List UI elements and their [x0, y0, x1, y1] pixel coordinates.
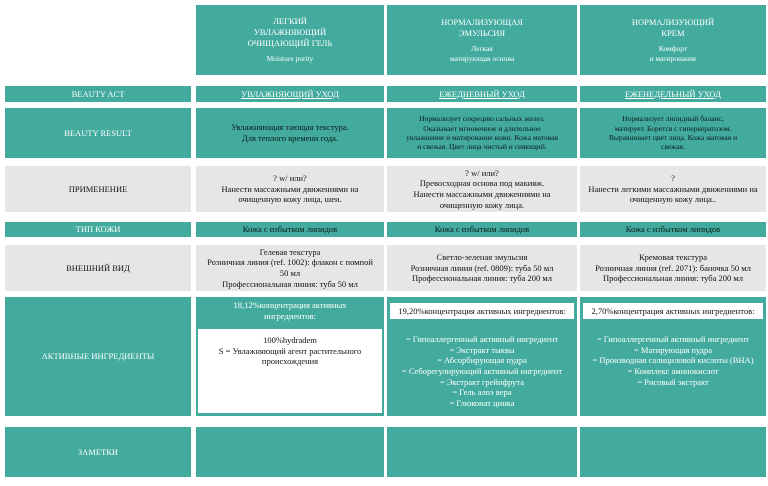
row-label-application: [5, 166, 191, 212]
cell-text: Кожа с избытком липидов: [625, 224, 721, 235]
cell-text: Нормализует липидный баланс, матирует. Борется с гиперкератозом. Выравнивает цвет лица. Кожа матовая и свежая.: [608, 114, 738, 152]
row-label: ВНЕШНИЙ ВИД: [66, 262, 130, 273]
ingredient-item: = Комплекс аминокислот: [627, 365, 719, 376]
application-gel: [196, 166, 384, 212]
cell-text: ? w/ или? Нанести массажными движениями на очищенную кожу лица, шеи.: [221, 173, 359, 205]
row-label-appearance: [5, 245, 191, 291]
cell-text: ? Нанести легкими массажными движениями на очищенную кожу лица..: [588, 173, 758, 205]
ingredient-item: = Гипоаллергенный активный ингредиент: [405, 334, 559, 344]
product-name: НОРМАЛИЗУЮЩАЯ ЭМУЛЬСИЯ: [441, 17, 523, 38]
beauty-result-gel: [196, 108, 384, 158]
cell-text: Светло-зеленая эмульсия Розничная линия (ref. 0809): туба 50 мл Профессиональная линия: туба 200 мл: [410, 252, 554, 284]
beauty-act-gel: [196, 86, 384, 102]
ingredient-item: = Себорегулирующий активный ингредиент: [401, 365, 563, 376]
product-subtitle: Moisture purity: [266, 54, 314, 64]
cell-text: ? w/ или? Превосходная основа под макияж. Нанести массажными движениями на очищенную кожу лица.: [413, 167, 551, 210]
ingredient-item: S = Увлажняющий агент растительного: [218, 345, 362, 356]
ingredient-item: = Матирующая пудра: [633, 344, 712, 355]
ingredient-item: происхождения: [261, 356, 319, 367]
ingredient-item: = Рисовый экстракт: [637, 376, 709, 387]
row-label-beauty-act: [5, 86, 191, 102]
row-label: ЗАМЕТКИ: [77, 446, 119, 457]
cell-text: Нормализует секрецию сальных желез. Оказывает мгновенное и длительное увлажнение и матирование кожи. Кожа матовая и свежая. Цвет лица чистый и сияющий.: [406, 114, 558, 152]
application-cream: [580, 166, 766, 212]
product-subtitle: Легкая матирующая основа: [449, 44, 515, 63]
row-label: ТИП КОЖИ: [75, 224, 121, 235]
concentration-text: 2,70%концентрация активных ингредиентов:: [591, 305, 755, 316]
ingredient-item: = Производная салициловой кислоты (BHA): [592, 355, 754, 366]
product-header-cream: [580, 5, 766, 75]
beauty-act-emulsion: [387, 86, 577, 102]
row-label-beauty-result: [5, 108, 191, 158]
cell-text: Кремовая текстура Розничная линия (ref. 2071): баночка 50 мл Профессиональная линия: туба 200 мл: [595, 252, 751, 284]
ingredient-item: = Экстракт грейпфрута: [439, 376, 524, 387]
skin-type-gel: [196, 222, 384, 237]
cell-text: ЕЖЕНЕДЕЛЬНЫЙ УХОД: [625, 88, 721, 99]
cell-text: Гелевая текстура Розничная линия (ref. 1002): флакон с помпой 50 мл Профессиональная линия: туба 50 мл: [207, 246, 373, 289]
row-label-notes: [5, 427, 191, 477]
product-subtitle: Комфорт и матирование: [649, 44, 697, 63]
concentration-text: 18,12%концентрация активных ингредиентов:: [233, 300, 347, 321]
beauty-act-cream: [580, 86, 766, 102]
row-label-active-ingredients: [5, 297, 191, 416]
cell-text: Увлажняющая тающая текстура. Для теплого времени года.: [231, 122, 349, 143]
product-header-emulsion: [387, 5, 577, 75]
skin-type-cream: [580, 222, 766, 237]
concentration-box-emulsion: [389, 302, 575, 320]
ingredients-list-gel: [197, 328, 383, 414]
application-emulsion: [387, 166, 577, 212]
cell-text: ЕЖЕДНЕВНЫЙ УХОД: [439, 88, 525, 99]
ingredient-item: 100%hydradem: [263, 335, 317, 345]
notes-emulsion: [387, 427, 577, 477]
ingredients-list-cream: [580, 330, 766, 414]
concentration-box-cream: [582, 302, 764, 320]
beauty-result-cream: [580, 108, 766, 158]
ingredient-item: = Абсорбирующая пудра: [437, 355, 527, 366]
product-name: ЛЕГКИЙ УВЛАЖНЯЮЩИЙ ОЧИЩАЮЩИЙ ГЕЛЬ: [247, 16, 333, 48]
cell-text: Кожа с избытком липидов: [242, 224, 338, 235]
appearance-cream: [580, 245, 766, 291]
row-label: АКТИВНЫЕ ИНГРЕДИЕНТЫ: [41, 351, 155, 362]
appearance-gel: [196, 245, 384, 291]
ingredients-list-emulsion: [387, 330, 577, 414]
product-name: НОРМАЛИЗУЮЩИЙ КРЕМ: [631, 17, 715, 38]
product-header-gel: [196, 5, 384, 75]
skin-type-emulsion: [387, 222, 577, 237]
concentration-text: 19,20%концентрация активных ингредиентов:: [398, 305, 566, 316]
ingredient-item: = Гель алоэ вера: [452, 387, 512, 398]
appearance-emulsion: [387, 245, 577, 291]
beauty-result-emulsion: [387, 108, 577, 158]
cell-text: УВЛАЖНЯЮЩИЙ УХОД: [241, 88, 339, 99]
ingredient-item: = Глюконат цинка: [449, 397, 515, 408]
ingredient-item: = Гипоаллергенный активный ингредиент: [596, 334, 750, 344]
row-label: BEAUTY RESULT: [64, 127, 132, 138]
row-label: BEAUTY ACT: [71, 88, 125, 99]
notes-gel: [196, 427, 384, 477]
cell-text: Кожа с избытком липидов: [434, 224, 530, 235]
notes-cream: [580, 427, 766, 477]
row-label: ПРИМЕНЕНИЕ: [68, 183, 128, 194]
row-label-skin-type: [5, 222, 191, 237]
ingredient-item: = Экстракт тыквы: [449, 344, 515, 355]
